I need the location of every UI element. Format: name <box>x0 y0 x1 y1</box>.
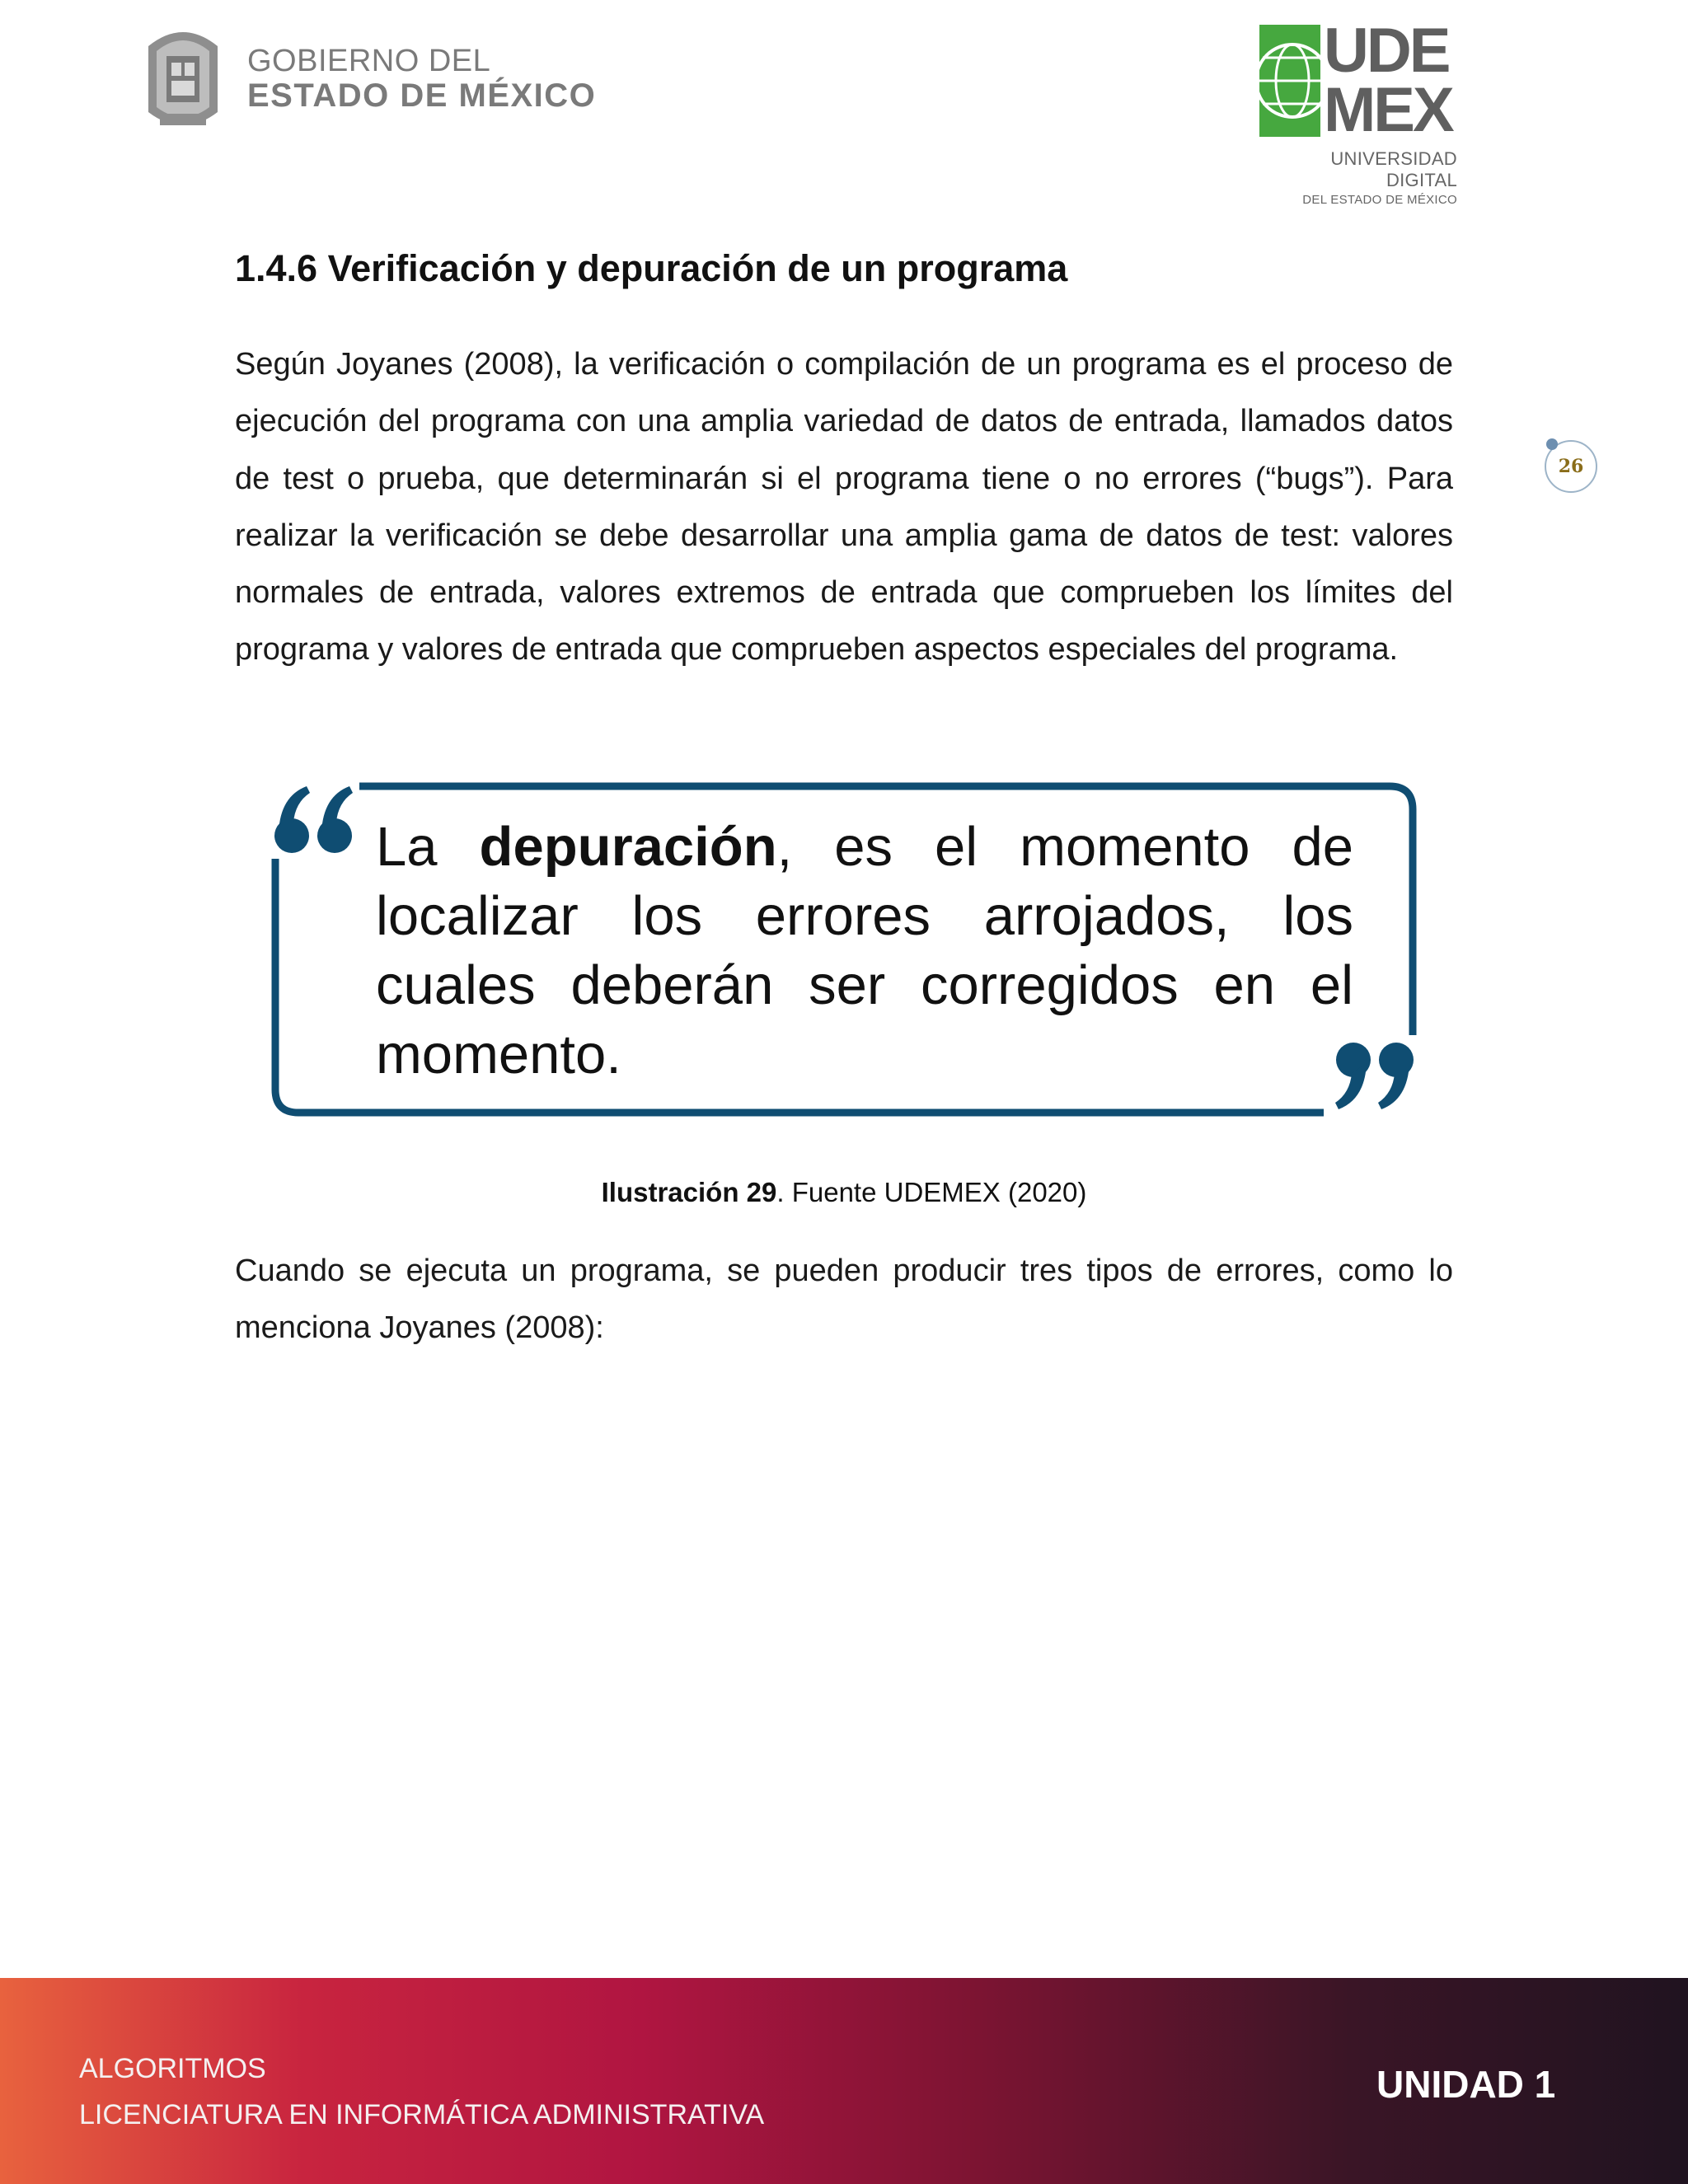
udemex-word-2: MEX <box>1324 75 1452 145</box>
state-seal-icon <box>132 21 234 137</box>
udemex-word-1: UDE <box>1324 16 1449 86</box>
udemex-subtitle-2: DEL ESTADO DE MÉXICO <box>1302 193 1457 207</box>
page-number: 26 <box>1545 440 1597 493</box>
udemex-logo <box>1259 16 1457 207</box>
globe-icon <box>1259 25 1320 137</box>
gobierno-logo <box>132 21 596 137</box>
quote-rest: , es el momento de localizar los errores arrojados, los cuales deberán ser corregidos en el momento. <box>376 816 1353 1085</box>
caption-label: Ilustración 29 <box>601 1177 777 1207</box>
footer-unit: UNIDAD 1 <box>1376 2063 1556 2106</box>
quote-prefix: La <box>376 816 480 878</box>
figure-caption <box>0 1177 1688 1208</box>
gov-line2: ESTADO DE MÉXICO <box>247 77 597 114</box>
paragraph-verificacion: Según Joyanes (2008), la verificación o compilación de un programa es el proceso de ejecución del programa con una amplia variedad de datos de entrada, llamados datos de test o prueba, que determinarán si el programa tiene o no errores (“bugs”). Para realizar la verificación se debe desarrollar una amplia gama de datos de test: valores normales de entrada, valores extremos de entrada que comprueben los límites del programa y valores de entrada que comprueben aspectos especiales del programa. <box>235 347 1453 668</box>
footer-band <box>0 1978 1688 2184</box>
footer-course: ALGORITMOS <box>79 2053 266 2084</box>
caption-text: . Fuente UDEMEX (2020) <box>776 1177 1087 1207</box>
section-title: 1.4.6 Verificación y depuración de un programa <box>235 247 1068 289</box>
page-dot-icon <box>1546 438 1558 450</box>
gov-line1: GOBIERNO DEL <box>247 44 491 79</box>
paragraph-errores: Cuando se ejecuta un programa, se pueden producir tres tipos de errores, como lo menciona Joyanes (2008): <box>235 1254 1453 1346</box>
udemex-subtitle: UNIVERSIDAD DIGITAL <box>1330 148 1457 190</box>
open-quote-icon <box>274 786 353 853</box>
quote-bold-term: depuración <box>479 816 777 878</box>
footer-program: LICENCIATURA EN INFORMÁTICA ADMINISTRATIVA <box>79 2099 765 2130</box>
quote-text <box>376 813 1353 1090</box>
